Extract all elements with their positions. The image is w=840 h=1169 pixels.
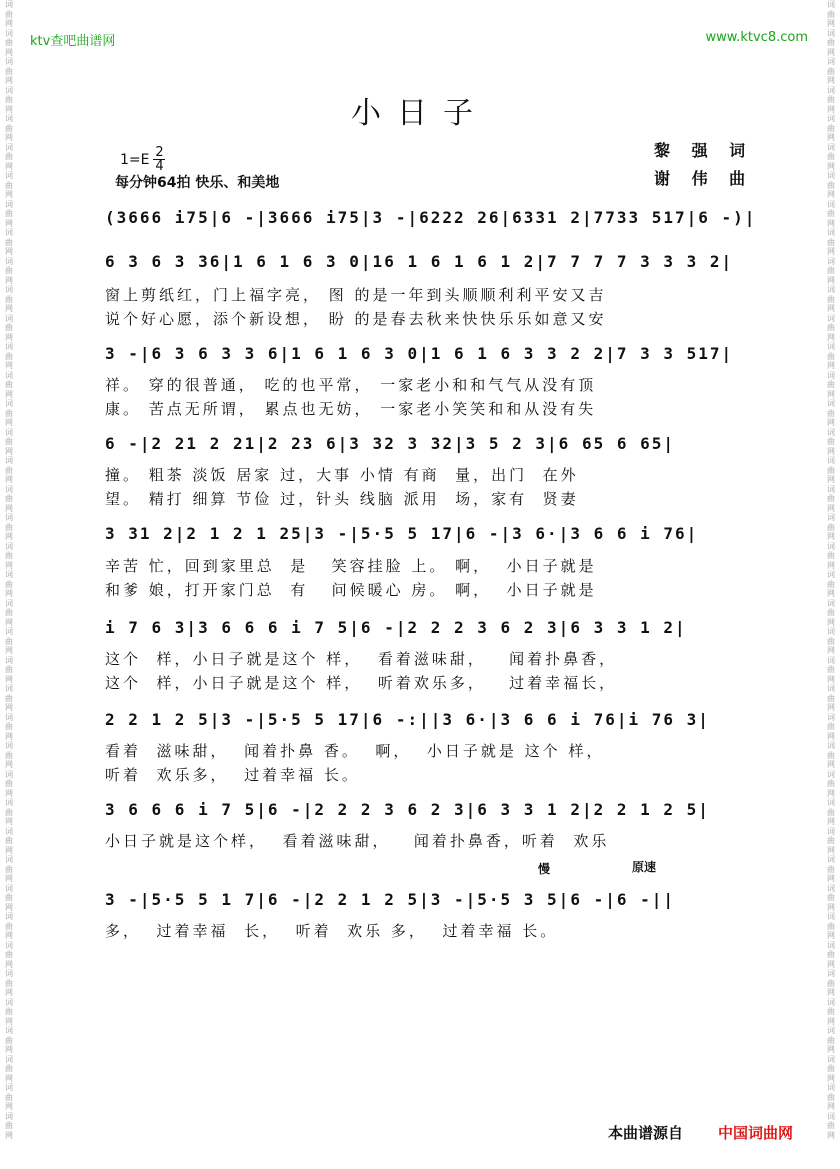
lyric-line-6a: 这个 样，小日子就是这个 样， 看着滋味甜， 闻着扑鼻香， (105, 650, 618, 668)
lyric-line-3b: 康。 苦点无所谓， 累点也无妨， 一家老小笑笑和和从没有失 (105, 400, 597, 418)
notation-line-7: 2 2 1 2 5|3 -|5·5 5 17|6 -:||3 6·|3 6 6 i 76|i 76 3| (105, 710, 710, 729)
lyric-line-6b: 这个 样，小日子就是这个 样， 听着欢乐多， 过着幸福长， (105, 674, 618, 692)
lyric-line-2a: 窗上剪纸红，门上福字亮， 图 的是一年到头顺顺利利平安又吉 (105, 286, 607, 304)
lyric-line-5b: 和爹 娘，打开家门总 有 问候暖心 房。 啊， 小日子就是 (105, 581, 597, 599)
tempo-marking: 每分钟64拍 快乐、和美地 (115, 175, 280, 191)
lyric-line-2b: 说个好心愿，添个新设想， 盼 的是春去秋来快快乐乐如意又安 (105, 310, 607, 328)
lyric-line-9a: 多， 过着幸福 长， 听着 欢乐 多， 过着幸福 长。 (105, 922, 559, 940)
notation-line-9: 3 -|5·5 5 1 7|6 -|2 2 1 2 5|3 -|5·5 3 5|6 -|6 -|| (105, 890, 676, 909)
time-signature (153, 146, 165, 173)
site-name-left[interactable]: ktv查吧曲谱网 (30, 34, 116, 49)
footer-source-link[interactable]: 中国词曲网 (718, 1124, 794, 1142)
notation-line-4: 6 -|2 21 2 21|2 23 6|3 32 3 32|3 5 2 3|6 65 6 65| (105, 434, 676, 453)
time-bottom: 4 (155, 159, 164, 174)
lyric-line-8a: 小日子就是这个样， 看着滋味甜， 闻着扑鼻香，听着 欢乐 (105, 832, 610, 850)
key-label: 1=E (120, 151, 150, 168)
notation-line-5: 3 31 2|2 1 2 1 25|3 -|5·5 5 17|6 -|3 6·|3 6 6 i 76| (105, 524, 699, 543)
slow-marking: 慢 (538, 862, 551, 876)
watermark-left: 词曲网词曲网词曲网词曲网词曲网词曲网词曲网词曲网词曲网词曲网词曲网词曲网词曲网词曲网词曲网词曲网词曲网词曲网词曲网词曲网词曲网词曲网词曲网词曲网词曲网词曲网词曲网词曲网词曲网词曲网词曲网词曲网词曲网词曲网词曲网词曲网词曲网词曲网词曲网词曲网 (5, 0, 13, 1140)
lyric-line-7a: 看着 滋味甜， 闻着扑鼻 香。 啊， 小日子就是 这个 样， (105, 742, 605, 760)
lyric-line-4a: 撞。 粗茶 淡饭 居家 过，大事 小情 有商 量，出门 在外 (105, 466, 579, 484)
lyricist-credit: 黎 强 词 (654, 141, 754, 160)
time-top: 2 (155, 145, 164, 160)
key-signature (120, 146, 165, 173)
site-url-right[interactable]: www.ktvc8.com (705, 30, 808, 45)
song-title: 小日子 (351, 96, 489, 131)
notation-line-2: 6 3 6 3 36|1 6 1 6 3 0|16 1 6 1 6 1 2|7 7 7 7 3 3 3 2| (105, 252, 734, 271)
watermark-right: 词曲网词曲网词曲网词曲网词曲网词曲网词曲网词曲网词曲网词曲网词曲网词曲网词曲网词曲网词曲网词曲网词曲网词曲网词曲网词曲网词曲网词曲网词曲网词曲网词曲网词曲网词曲网词曲网词曲网词曲网词曲网词曲网词曲网词曲网词曲网词曲网词曲网词曲网词曲网词曲网 (827, 0, 835, 1140)
composer-credit: 谢 伟 曲 (654, 169, 754, 188)
lyric-line-3a: 祥。 穿的很普通， 吃的也平常， 一家老小和和气气从没有顶 (105, 376, 597, 394)
footer-source-label: 本曲谱源自 (608, 1124, 684, 1142)
lyric-line-4b: 望。 精打 细算 节俭 过，针头 线脑 派用 场，家有 贤妻 (105, 490, 579, 508)
lyric-line-7b: 听着 欢乐多， 过着幸福 长。 (105, 766, 360, 784)
notation-line-6: i 7 6 3|3 6 6 6 i 7 5|6 -|2 2 2 3 6 2 3|6 3 3 1 2| (105, 618, 687, 637)
notation-line-8: 3 6 6 6 i 7 5|6 -|2 2 2 3 6 2 3|6 3 3 1 2|2 2 1 2 5| (105, 800, 710, 819)
lyric-line-5a: 辛苦 忙，回到家里总 是 笑容挂脸 上。 啊， 小日子就是 (105, 557, 597, 575)
notation-line-3: 3 -|6 3 6 3 3 6|1 6 1 6 3 0|1 6 1 6 3 3 2 2|7 3 3 517| (105, 344, 734, 363)
original-tempo-marking: 原速 (632, 860, 657, 874)
notation-line-1: (3666 i75|6 -|3666 i75|3 -|6222 26|6331 2|7733 517|6 -)| (105, 208, 757, 227)
